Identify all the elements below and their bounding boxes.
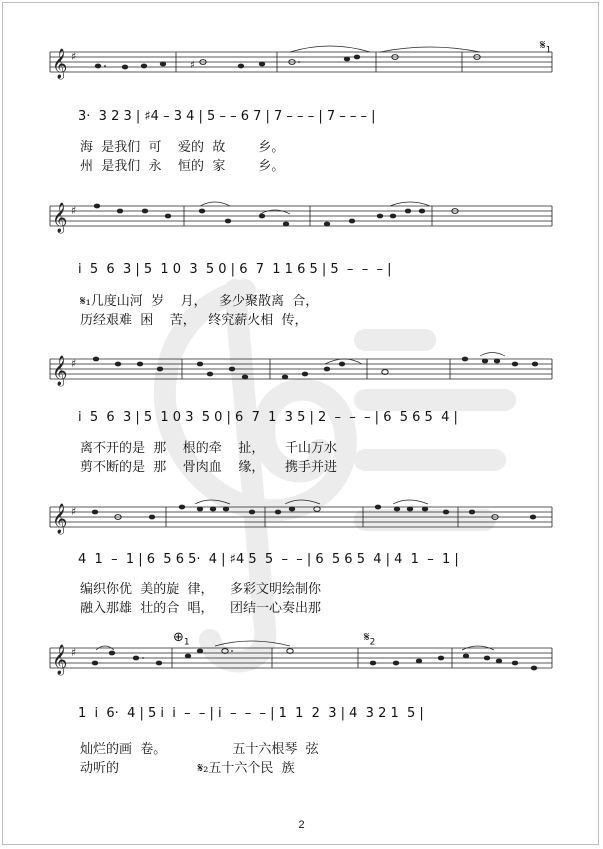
coda-1-marker: $\oplus_1$ <box>173 630 190 648</box>
lyric-line-3b: 剪不断的是 那 骨肉血 缘， 携手并进 <box>80 460 337 475</box>
staff-system-3 <box>0 345 603 405</box>
svg-text:𝄞: 𝄞 <box>52 645 68 675</box>
svg-text:𝄞: 𝄞 <box>52 356 68 386</box>
svg-text:𝄞: 𝄞 <box>52 504 68 534</box>
lyric-line-5b: 动听的 𝄋₂五十六个民 族 <box>80 761 295 776</box>
staff-system-4 <box>0 492 603 552</box>
svg-text:♯: ♯ <box>190 60 195 71</box>
jianpu-line-3: i 5 6 3 | 5 1 0 3 5 0 | 6 7 1 3 5 | 2 – – – | 6 5 6 5 4 | <box>78 410 458 425</box>
svg-text:♯: ♯ <box>71 646 77 659</box>
staff-system-2 <box>0 190 603 250</box>
svg-text:♯: ♯ <box>71 357 77 370</box>
lyric-line-4b: 融入那雄 壮的合 唱， 团结一心奏出那 <box>80 601 322 616</box>
lyric-line-3a: 离不开的是 那 根的牵 扯， 千山万水 <box>80 441 337 456</box>
svg-text:♯: ♯ <box>71 204 77 217</box>
segno-1-marker: $𝄋_1$ <box>540 38 552 56</box>
jianpu-line-4: 4 1 – 1 | 6 5 6 5· 4 | ♯4 5 5 – – | 6 5 6 5 4 | 4 1 – 1 | <box>78 552 459 567</box>
jianpu-line-5: 1 i 6· 4 | 5 i i – – | i – – – | 1 1 2 3 | 4 3 2 1 5 | <box>78 706 424 721</box>
svg-text:♯: ♯ <box>71 505 77 518</box>
lyric-line-1b: 州 是我们 永 恒的 家 乡。 <box>80 159 285 174</box>
lyric-line-5a: 灿烂的画 卷。 五十六根琴 弦 <box>80 742 319 757</box>
staff-system-5 <box>0 628 603 698</box>
jianpu-line-2: i 5 6 3 | 5 1 0 3 5 0 | 6 7 1 1 6 5 | 5 – – – | <box>78 262 392 277</box>
svg-text:♯: ♯ <box>71 50 77 63</box>
lyric-line-4a: 编织你优 美的旋 律， 多彩文明绘制你 <box>80 582 322 597</box>
svg-text:𝄞: 𝄞 <box>52 49 68 79</box>
jianpu-line-1: 3· 3 2 3 | ♯4 – 3 4 | 5 – – 6 7 | 7 – – – | 7 – – – | <box>78 109 376 124</box>
page-number: 2 <box>298 819 305 831</box>
svg-text:𝄞: 𝄞 <box>52 203 68 233</box>
segno-2-marker: $𝄋_2$ <box>364 630 376 648</box>
lyric-line-1a: 海 是我们 可 爱的 故 乡。 <box>80 140 285 155</box>
lyric-line-2a: 𝄋₁几度山河 岁 月， 多少聚散离 合， <box>80 294 319 309</box>
lyric-line-2b: 历经艰难 困 苦， 终究薪火相 传， <box>80 313 308 328</box>
